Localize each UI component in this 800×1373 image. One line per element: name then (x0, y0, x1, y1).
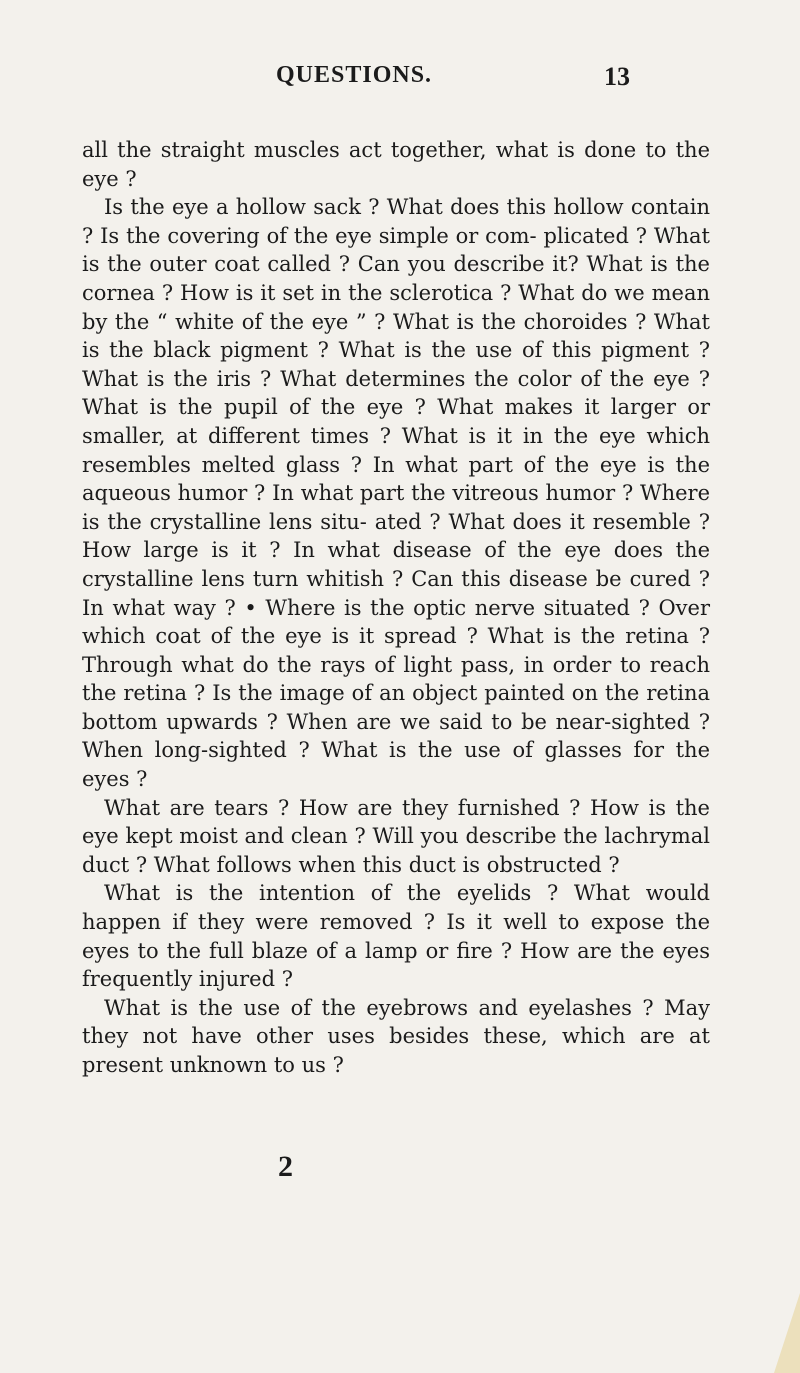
paragraph-eyebrows: What is the use of the eyebrows and eyelashes ? May they not have other uses besides these, which are at present unknown to us ? (82, 995, 710, 1077)
paragraph-tears: What are tears ? How are they furnished ? How is the eye kept moist and clean ? Will you describe the lachrymal duct ? What follows when this duct is obstructed ? (82, 795, 710, 877)
signature-mark: 2 (278, 1150, 293, 1183)
page-number: 13 (604, 62, 630, 91)
paragraph-eye-structure: Is the eye a hollow sack ? What does this hollow contain ? Is the covering of the eye simple or com- plicated ? What is the outer coat called ? Can you describe it? What is the cornea ? How is it set in the sclerotica ? What do we mean by the “ white of the eye ” ? What is the choroides ? What is the black pigment ? What is the use of this pigment ? What is the iris ? What determines the color of the eye ? What is the pupil of the eye ? What makes it larger or smaller, at different times ? What is it in the eye which resembles melted glass ? In what part of the eye is the aqueous humor ? In what part the vitreous humor ? Where is the crystalline lens situ- ated ? What does it resemble ? How large is it ? In what disease of the eye does the crystalline lens turn whitish ? Can this disease be cured ? In what way ? • Where is the optic nerve situated ? Over which coat of the eye is it spread ? What is the retina ? Through what do the rays of light pass, in order to reach the retina ? Is the image of an object painted on the retina bottom upwards ? When are we said to be near-sighted ? When long-sighted ? What is the use of glasses for the eyes ? (82, 195, 710, 792)
body-text (82, 136, 710, 1080)
paragraph-continuation: all the straight muscles act together, what is done to the eye ? (82, 138, 710, 191)
running-head (0, 62, 800, 96)
paper-corner-stain (774, 1293, 800, 1373)
paragraph-eyelids: What is the intention of the eyelids ? What would happen if they were removed ? Is it well to expose the eyes to the full blaze of a lamp or fire ? How are the eyes frequently injured ? (82, 881, 710, 992)
running-title: QUESTIONS. (276, 62, 433, 88)
